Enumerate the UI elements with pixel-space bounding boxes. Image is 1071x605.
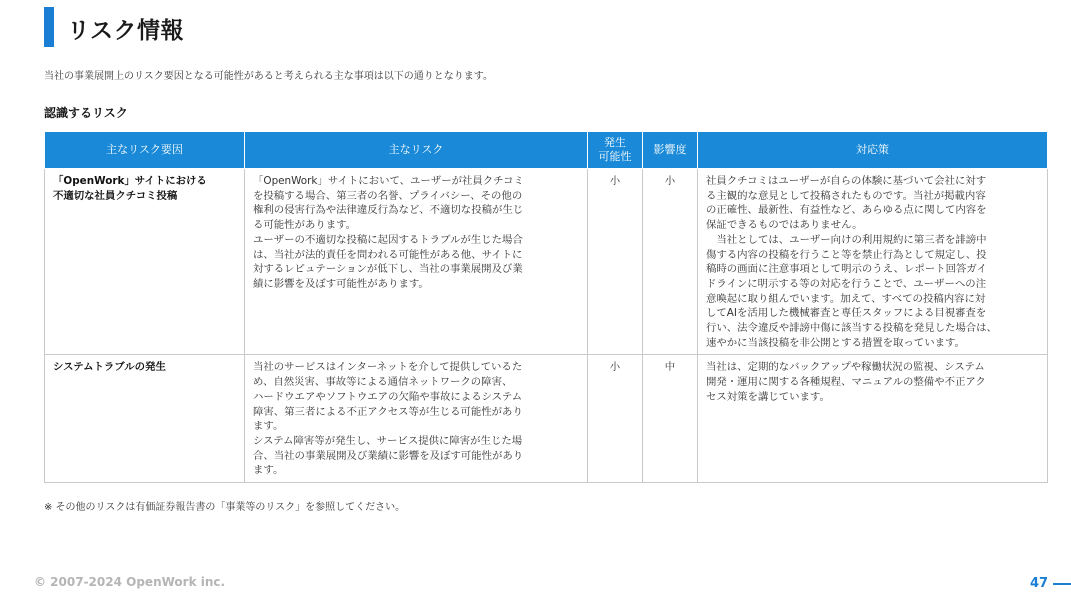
table-row: [45, 169, 1048, 355]
section-heading: 認識するリスク: [44, 106, 128, 120]
risk-description-cell: 「OpenWork」サイトにおいて、ユーザーが社員クチコミ を投稿する場合、第三者の名誉、プライバシー、その他の 権利の侵害行為や法律違反行為など、不適切な投稿が生じ る可能性があります。 ユーザーの不適切な投稿に起因するトラブルが生じた場合 は、当社が法的責任を問われる可能性がある他、サイトに 対するレピュテーションが低下し、当社の事業展開及び業 績に影響を及ぼす可能性があります。: [245, 169, 588, 355]
intro-text: 当社の事業展開上のリスク要因となる可能性があると考えられる主な事項は以下の通りとなります。: [44, 71, 493, 82]
probability-cell: 小: [588, 169, 643, 355]
page-number: 47: [1030, 576, 1049, 591]
header-risk-factor: 主なリスク要因: [45, 132, 245, 169]
page-title: リスク情報: [67, 18, 185, 44]
probability-cell: 小: [588, 355, 643, 483]
impact-cell: 中: [643, 355, 698, 483]
page-number-rule: [1053, 583, 1071, 585]
response-cell: 当社は、定期的なバックアップや稼働状況の監視、システム 開発・運用に関する各種規程、マニュアルの整備や不正アク セス対策を講じています。: [698, 355, 1048, 483]
risk-factor-cell: システムトラブルの発生: [45, 355, 245, 483]
table-header-row: [45, 132, 1048, 169]
header-main-risk: 主なリスク: [245, 132, 588, 169]
header-impact: 影響度: [643, 132, 698, 169]
risk-description-cell: 当社のサービスはインターネットを介して提供しているた め、自然災害、事故等による通信ネットワークの障害、 ハードウエアやソフトウエアの欠陥や事故によるシステム 障害、第三者による不正アクセス等が生じる可能性があり ます。 システム障害等が発生し、サービス提供に障害が生じた場 合、当社の事業展開及び業績に影響を及ぼす可能性があり ます。: [245, 355, 588, 483]
title-accent-bar: [44, 7, 54, 47]
footnote: ※ その他のリスクは有価証券報告書の「事業等のリスク」を参照してください。: [44, 502, 406, 513]
impact-cell: 小: [643, 169, 698, 355]
risk-factor-cell: 「OpenWork」サイトにおける 不適切な社員クチコミ投稿: [45, 169, 245, 355]
response-cell: 社員クチコミはユーザーが自らの体験に基づいて会社に対す る主観的な意見として投稿されたものです。当社が掲載内容 の正確性、最新性、有益性など、あらゆる点に関して内容を 保証できるものではありません。 当社としては、ユーザー向けの利用規約に第三者を誹謗中 傷する内容の投稿を行うこと等を禁止行為として規定し、投 稿時の画面に注意事項として明示のうえ、レポート回答ガイ ドラインに明示する等の対応を行うことで、ユーザーへの注 意喚起に取り組んでいます。加えて、すべての投稿内容に対 してAIを活用した機械審査と専任スタッフによる目視審査を 行い、法令違反や誹謗中傷に該当する投稿を発見した場合は、 速やかに当該投稿を非公開とする措置を取っています。: [698, 169, 1048, 355]
table-row: [45, 355, 1048, 483]
risk-table: [44, 131, 1048, 483]
copyright: © 2007-2024 OpenWork inc.: [34, 575, 226, 589]
header-probability: 発生 可能性: [588, 132, 643, 169]
header-response: 対応策: [698, 132, 1048, 169]
